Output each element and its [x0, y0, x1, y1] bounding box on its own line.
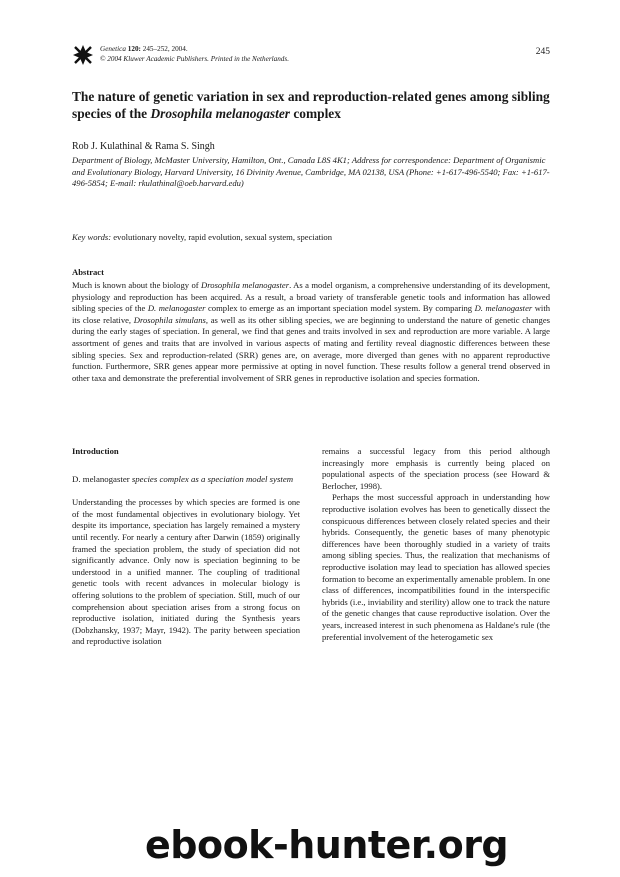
introduction-heading: Introduction: [72, 446, 119, 456]
intro-paragraph-continued: remains a successful legacy from this period although increasingly more emphasis is currently being placed on populational aspects of the speciation process (see Howard & Berlocher, 1998).: [322, 446, 550, 491]
subsection-heading: D. melanogaster species complex as a speciation model system: [72, 473, 294, 484]
intro-paragraph-2: Perhaps the most successful approach in understanding how reproductive isolation evolves has been to genetically dissect the conspicuous differences between closely related species and their hybrids. Consequently, the genetic bases of many phenotypic differences have been thoroughly studied in a variety of traits among sibling species. Thus, the realization that mechanisms of reproductive isolation may lead to speciation has allowed species formation to become an experimentally amenable problem. In one class of differences, incompatibilities found in the interspecific hybrids (i.e., inviability and sterility) allow one to track the nature of the genetic changes that cause reproductive isolation. Over the years, increased interest in such phenomena as Haldane's rule (the preferential involvement of the heterogametic sex: [322, 492, 550, 642]
affiliation: Department of Biology, McMaster University, Hamilton, Ont., Canada L8S 4K1; Address for correspondence: Department of Organismic and Evolutionary Biology, Harvard University, 16 Divinity Avenue, Cambridge, MA 02138, USA (Phone: +1-617-496-5540; Fax: +1-617-496-5854; E-mail: rkulathinal@oeb.harvard.edu): [72, 155, 550, 189]
journal-volume: 120:: [127, 45, 141, 53]
journal-header: [72, 44, 550, 68]
keywords-text: evolutionary novelty, rapid evolution, sexual system, speciation: [111, 232, 333, 242]
abstract-heading: Abstract: [72, 267, 104, 277]
kluwer-logo-icon: [72, 44, 94, 66]
column-left: [72, 446, 300, 648]
page-number: 245: [535, 47, 550, 57]
watermark: ebook-hunter.org: [145, 823, 509, 867]
abstract-body: Much is known about the biology of Drosophila melanogaster. As a model organism, a comprehensive understanding of its development, physiology and reproduction has been acquired. As a result, a broad variety of transferable genetic tools and information has allowed sibling species of the D. melanogaster complex to emerge as an important speciation model system. By comparing D. melanogaster with its close relative, Drosophila simulans, as well as its other sibling species, we are beginning to understand the nature of genetic changes during the early stages of speciation. In general, we find that genes and traits involved in sex and reproduction are more variable. A large assortment of genes and traits that are involved in various aspects of mating and fertility reveal diagnostic differences between these sibling species. Sex and reproduction-related (SRR) genes are, on average, more diverged than genes with no apparent reproductive function. Furthermore, SRR genes appear more permissive at opting in novel function. These results follow a general trend observed in other taxa and demonstrate the preferential involvement of SRR genes in reproductive isolation and species formation.: [72, 280, 551, 383]
intro-paragraph: Understanding the processes by which species are formed is one of the most fundamental objectives in evolutionary biology. Yet despite its importance, speciation has largely remained a mystery until recently. For nearly a century after Darwin (1859) originally framed the speciation problem, the study of speciation did not significantly advance. Only now is speciation beginning to be understood in a unified manner. The coupling of traditional genetic tools with recent advances in molecular biology is offering solutions to the problem of speciation. Still, much of our comprehension about speciation arises from a strong focus on reproductive isolation, initiated during the Synthesis years (Dobzhansky, 1937; Mayr, 1942). The parity between speciation and reproductive isolation: [72, 497, 300, 647]
copyright-line: © 2004 Kluwer Academic Publishers. Printed in the Netherlands.: [100, 54, 289, 63]
journal-citation: [100, 45, 289, 64]
keywords-label: Key words:: [72, 232, 112, 242]
author-list: Rob J. Kulathinal & Rama S. Singh: [72, 141, 215, 152]
column-right: [322, 446, 550, 643]
journal-pages: 245–252, 2004.: [142, 45, 188, 53]
journal-name: Genetica: [100, 45, 126, 53]
article-title: The nature of genetic variation in sex and reproduction-related genes among sibling species of the Drosophila melanogaster complex: [72, 89, 550, 121]
title-species: Drosophila melanogaster: [150, 105, 290, 121]
keywords: [72, 232, 550, 243]
